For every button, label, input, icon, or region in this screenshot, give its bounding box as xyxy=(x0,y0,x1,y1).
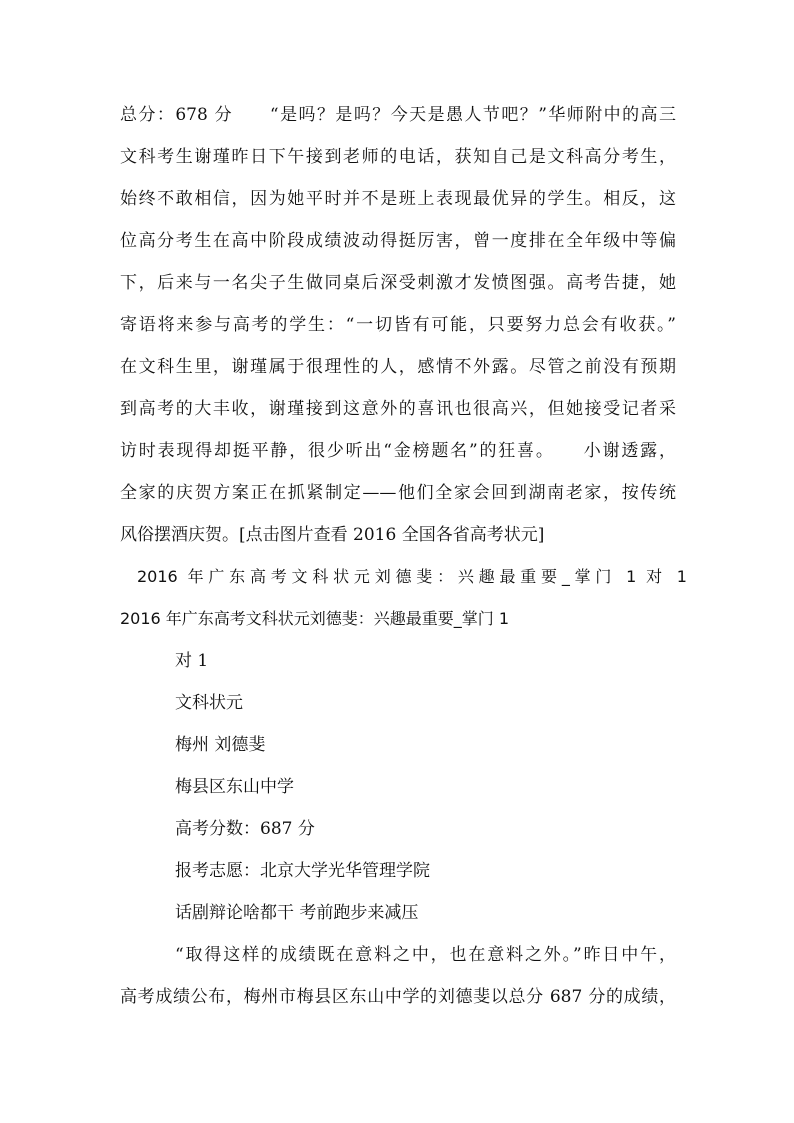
info-line: 文科状元 xyxy=(175,693,243,713)
body-text-line: 下，后来与一名尖子生做同桌后深受刺激才发愤图强。高考告捷，她 xyxy=(120,273,676,293)
info-line: 梅县区东山中学 xyxy=(175,777,294,797)
body-text-line: 访时表现得却挺平静，很少听出“金榜题名”的狂喜。 小谢透露， xyxy=(120,441,676,461)
info-line: 报考志愿：北京大学光华管理学院 xyxy=(175,861,430,881)
body-text-line: 位高分考生在高中阶段成绩波动得挺厉害，曾一度排在全年级中等偏 xyxy=(120,231,676,251)
body-text-line: 文科考生谢瑾昨日下午接到老师的电话，获知自己是文科高分考生， xyxy=(120,147,676,167)
info-line: 高考分数：687 分 xyxy=(175,819,315,839)
body-text-line: 在文科生里，谢瑾属于很理性的人，感情不外露。尽管之前没有预期 xyxy=(120,357,676,377)
body-text-line: 高考成绩公布，梅州市梅县区东山中学的刘德斐以总分 687 分的成绩， xyxy=(120,987,676,1007)
body-text-line: 到高考的大丰收，谢瑾接到这意外的喜讯也很高兴，但她接受记者采 xyxy=(120,399,676,419)
body-text-line: 始终不敢相信，因为她平时并不是班上表现最优异的学生。相反，这 xyxy=(120,189,676,209)
body-text-line: 寄语将来参与高考的学生：“一切皆有可能，只要努力总会有收获。” xyxy=(120,315,676,335)
info-line: 话剧辩论啥都干 考前跑步来减压 xyxy=(175,903,419,923)
article-heading-line: 2016 年广东高考文科状元刘德斐：兴趣最重要_掌门 1 xyxy=(120,609,510,628)
info-line: 梅州 刘德斐 xyxy=(175,735,266,755)
body-text-line: 全家的庆贺方案正在抓紧制定——他们全家会回到湖南老家，按传统 xyxy=(120,483,676,503)
article-heading-line: 2016 年广东高考文科状元刘德斐：兴趣最重要_掌门 1 对 1 xyxy=(137,567,687,586)
body-text-line: 风俗摆酒庆贺。[点击图片查看 2016 全国各省高考状元] xyxy=(120,525,545,545)
body-text-line: 总分：678 分 “是吗？是吗？今天是愚人节吧？”华师附中的高三 xyxy=(120,105,676,125)
body-text-line: “取得这样的成绩既在意料之中，也在意料之外。”昨日中午， xyxy=(175,945,676,965)
info-line: 对 1 xyxy=(175,651,209,671)
